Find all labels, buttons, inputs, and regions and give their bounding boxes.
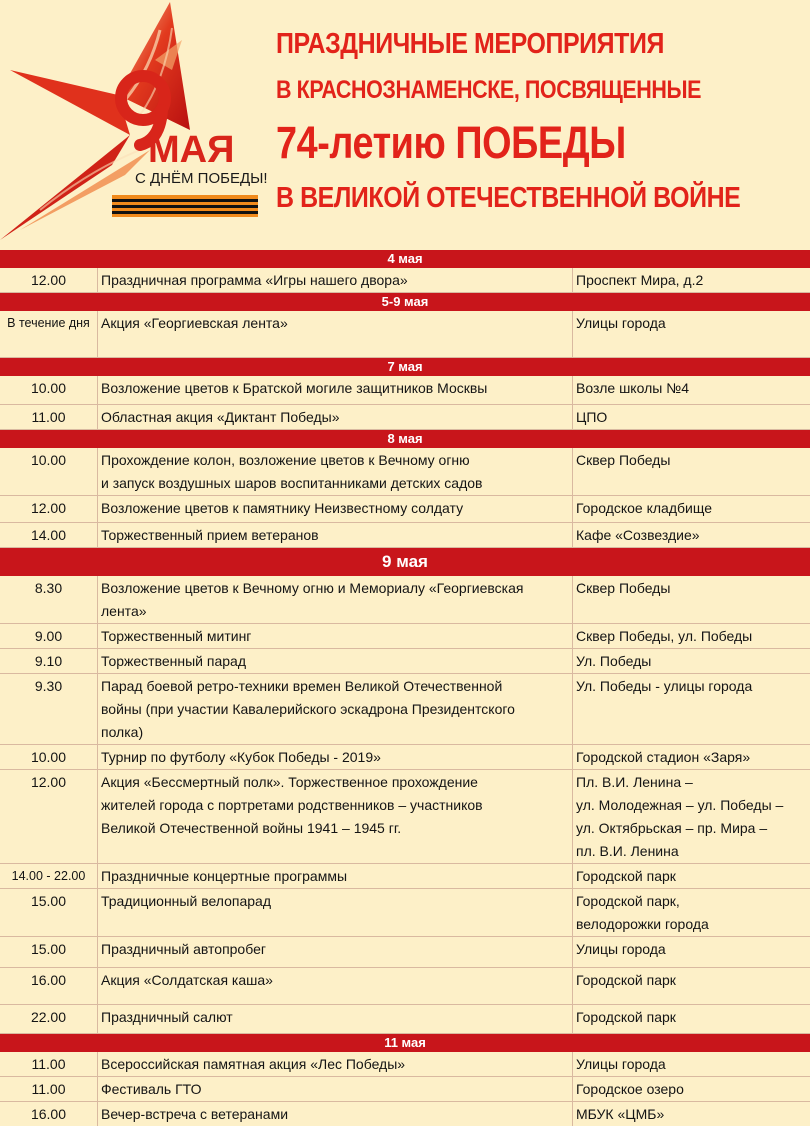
event-description xyxy=(98,1052,573,1076)
poster-header xyxy=(0,0,810,250)
event-description-line: Возложение цветов к Братской могиле защитников Москвы xyxy=(101,380,488,396)
event-row xyxy=(0,496,810,523)
event-time: 11.00 xyxy=(0,405,98,429)
event-row xyxy=(0,745,810,770)
event-row xyxy=(0,268,810,293)
event-place xyxy=(573,1052,810,1076)
event-time: 11.00 xyxy=(0,1077,98,1101)
st-george-ribbon-icon xyxy=(112,195,258,217)
title-line-1: ПРАЗДНИЧНЫЕ МЕРОПРИЯТИЯ xyxy=(276,28,664,60)
event-place xyxy=(573,448,810,495)
event-description xyxy=(98,770,573,863)
event-row xyxy=(0,1102,810,1126)
event-description-line: Акция «Бессмертный полк». Торжественное прохождение xyxy=(101,774,478,790)
event-description xyxy=(98,448,573,495)
event-time: 14.00 - 22.00 xyxy=(0,864,98,888)
event-place-line: Улицы города xyxy=(576,315,666,331)
event-place xyxy=(573,496,810,522)
event-description-line: Великой Отечественной войны 1941 – 1945 гг. xyxy=(101,820,402,836)
event-row xyxy=(0,1005,810,1034)
event-place-line: Городской парк xyxy=(576,868,676,884)
event-description xyxy=(98,311,573,357)
title-line-4: В ВЕЛИКОЙ ОТЕЧЕСТВЕННОЙ ВОЙНЕ xyxy=(276,182,741,214)
emblem-subtitle: С ДНЁМ ПОБЕДЫ! xyxy=(135,170,268,187)
event-row xyxy=(0,311,810,358)
event-description xyxy=(98,968,573,1004)
title-line-2: В КРАСНОЗНАМЕНСКЕ, ПОСВЯЩЕННЫЕ xyxy=(276,76,702,104)
event-description-line: Возложение цветов к памятнику Неизвестному солдату xyxy=(101,500,464,516)
event-time: 10.00 xyxy=(0,745,98,769)
event-place xyxy=(573,1005,810,1033)
event-time: 12.00 xyxy=(0,268,98,292)
event-place xyxy=(573,1102,810,1126)
event-description xyxy=(98,1005,573,1033)
event-place xyxy=(573,937,810,967)
event-description-line: полка) xyxy=(101,724,144,740)
event-place xyxy=(573,1077,810,1101)
event-place-line: Городское озеро xyxy=(576,1081,684,1097)
event-description-line: Торжественный митинг xyxy=(101,628,252,644)
event-place xyxy=(573,376,810,404)
event-time: 15.00 xyxy=(0,889,98,936)
event-place-line: Городской парк xyxy=(576,972,676,988)
event-place xyxy=(573,674,810,744)
event-description xyxy=(98,1102,573,1126)
event-place-line: Городской парк xyxy=(576,1009,676,1025)
event-description xyxy=(98,649,573,673)
event-place-line: Сквер Победы, ул. Победы xyxy=(576,628,753,644)
schedule-table xyxy=(0,250,810,1126)
event-place-line: Ул. Победы xyxy=(576,653,652,669)
event-place-line: Пл. В.И. Ленина – xyxy=(576,774,693,790)
event-description-line: Прохождение колон, возложение цветов к Вечному огню xyxy=(101,452,470,468)
event-time: 11.00 xyxy=(0,1052,98,1076)
event-description-line: Праздничный салют xyxy=(101,1009,233,1025)
event-place xyxy=(573,624,810,648)
event-place xyxy=(573,649,810,673)
event-time: 12.00 xyxy=(0,496,98,522)
event-description-line: Областная акция «Диктант Победы» xyxy=(101,409,340,425)
event-place xyxy=(573,864,810,888)
event-description-line: Праздничный автопробег xyxy=(101,941,266,957)
event-description xyxy=(98,496,573,522)
event-row xyxy=(0,523,810,548)
event-row xyxy=(0,576,810,624)
event-place-line: Ул. Победы - улицы города xyxy=(576,678,753,694)
event-description-line: Торжественный прием ветеранов xyxy=(101,527,319,543)
event-description xyxy=(98,405,573,429)
event-row xyxy=(0,674,810,745)
event-description-line: и запуск воздушных шаров воспитанниками детских садов xyxy=(101,475,483,491)
event-description-line: Праздничная программа «Игры нашего двора» xyxy=(101,272,408,288)
event-place-line: пл. В.И. Ленина xyxy=(576,843,679,859)
event-time: 12.00 xyxy=(0,770,98,863)
event-description-line: лента» xyxy=(101,603,147,619)
event-place xyxy=(573,405,810,429)
event-place xyxy=(573,523,810,547)
event-place xyxy=(573,745,810,769)
event-place-line: ул. Молодежная – ул. Победы – xyxy=(576,797,784,813)
event-place xyxy=(573,311,810,357)
event-time: 22.00 xyxy=(0,1005,98,1033)
day-header: 5-9 мая xyxy=(0,293,810,311)
event-time: 10.00 xyxy=(0,376,98,404)
event-description-line: Праздничные концертные программы xyxy=(101,868,348,884)
event-description xyxy=(98,1077,573,1101)
event-description xyxy=(98,624,573,648)
event-row xyxy=(0,889,810,937)
event-place xyxy=(573,889,810,936)
event-description-line: Акция «Георгиевская лента» xyxy=(101,315,288,331)
event-description-line: жителей города с портретами родственников – участников xyxy=(101,797,483,813)
event-place-line: Улицы города xyxy=(576,941,666,957)
event-place-line: Сквер Победы xyxy=(576,580,671,596)
event-time: 14.00 xyxy=(0,523,98,547)
event-description-line: Всероссийская памятная акция «Лес Победы» xyxy=(101,1056,406,1072)
event-place-line: Городское кладбище xyxy=(576,500,713,516)
event-time: 10.00 xyxy=(0,448,98,495)
event-row xyxy=(0,1077,810,1102)
event-row xyxy=(0,624,810,649)
event-time: 9.30 xyxy=(0,674,98,744)
event-time: 15.00 xyxy=(0,937,98,967)
event-place-line: Улицы города xyxy=(576,1056,666,1072)
title-line-3: 74-летию ПОБЕДЫ xyxy=(276,117,626,168)
event-place xyxy=(573,268,810,292)
event-place-line: Кафе «Созвездие» xyxy=(576,527,700,543)
event-row xyxy=(0,864,810,889)
event-description xyxy=(98,864,573,888)
event-description-line: Парад боевой ретро-техники времен Великой Отечественной xyxy=(101,678,503,694)
event-time: 8.30 xyxy=(0,576,98,623)
event-row xyxy=(0,376,810,405)
event-description-line: войны (при участии Кавалерийского эскадрона Президентского xyxy=(101,701,515,717)
event-description xyxy=(98,674,573,744)
event-place-line: Возле школы №4 xyxy=(576,380,689,396)
event-time: 16.00 xyxy=(0,968,98,1004)
event-place xyxy=(573,968,810,1004)
event-place xyxy=(573,576,810,623)
day-header: 11 мая xyxy=(0,1034,810,1052)
event-time: В течение дня xyxy=(0,311,98,357)
event-description xyxy=(98,376,573,404)
event-place-line: МБУК «ЦМБ» xyxy=(576,1106,665,1122)
event-description xyxy=(98,889,573,936)
day-header: 7 мая xyxy=(0,358,810,376)
event-description-line: Традиционный велопарад xyxy=(101,893,272,909)
day-header: 9 мая xyxy=(0,548,810,576)
event-row xyxy=(0,1052,810,1077)
event-row xyxy=(0,968,810,1005)
event-description-line: Турнир по футболу «Кубок Победы - 2019» xyxy=(101,749,381,765)
day-header: 4 мая xyxy=(0,250,810,268)
event-place xyxy=(573,770,810,863)
event-time: 9.00 xyxy=(0,624,98,648)
event-description-line: Фестиваль ГТО xyxy=(101,1081,202,1097)
event-description-line: Торжественный парад xyxy=(101,653,247,669)
event-description xyxy=(98,745,573,769)
event-place-line: Сквер Победы xyxy=(576,452,671,468)
event-place-line: Проспект Мира, д.2 xyxy=(576,272,704,288)
event-row xyxy=(0,405,810,430)
event-row xyxy=(0,770,810,864)
event-description xyxy=(98,937,573,967)
event-description xyxy=(98,523,573,547)
event-place-line: ул. Октябрьская – пр. Мира – xyxy=(576,820,768,836)
event-description xyxy=(98,268,573,292)
event-description-line: Вечер-встреча с ветеранами xyxy=(101,1106,289,1122)
victory-day-emblem xyxy=(0,0,280,245)
event-description-line: Акция «Солдатская каша» xyxy=(101,972,273,988)
event-description-line: Возложение цветов к Вечному огню и Мемориалу «Георгиевская xyxy=(101,580,524,596)
event-time: 16.00 xyxy=(0,1102,98,1126)
event-row xyxy=(0,649,810,674)
event-place-line: ЦПО xyxy=(576,409,608,425)
day-header: 8 мая xyxy=(0,430,810,448)
event-description xyxy=(98,576,573,623)
event-place-line: велодорожки города xyxy=(576,916,709,932)
emblem-may-text: МАЯ xyxy=(148,129,235,171)
event-place-line: Городской стадион «Заря» xyxy=(576,749,751,765)
event-row xyxy=(0,937,810,968)
event-place-line: Городской парк, xyxy=(576,893,680,909)
event-time: 9.10 xyxy=(0,649,98,673)
event-row xyxy=(0,448,810,496)
